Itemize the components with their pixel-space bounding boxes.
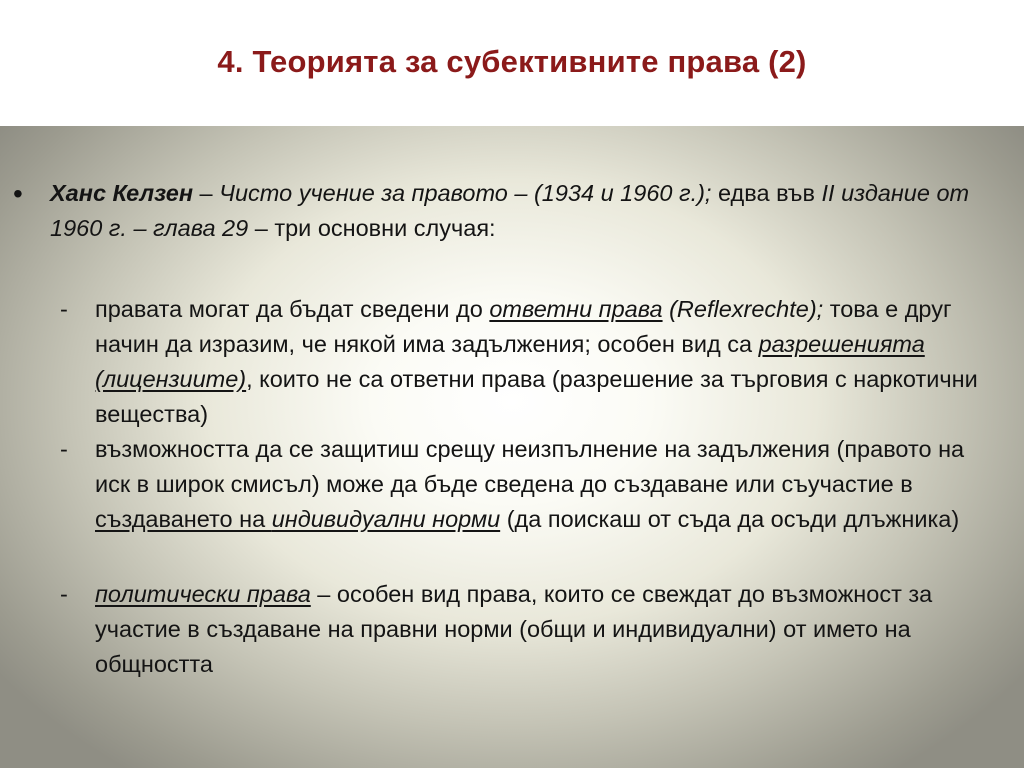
norm-creation-underlined [95, 506, 500, 532]
work-title: Чисто учение за правото – (1934 и 1960 г.); [219, 180, 712, 206]
reflexrechte-term: (Reflexrechte); [669, 296, 824, 322]
dash-marker: - [60, 581, 68, 607]
slide-title: 4. Теорията за субективните права (2) [217, 44, 807, 79]
edition-reference: II издание от 1960 г. – глава 29 [50, 180, 970, 241]
dash-marker: - [60, 436, 68, 462]
sub-item-text-part: , които не са ответни права (разрешение за търговия с наркотични вещества) [95, 366, 978, 427]
sub-item-text-part: – особен вид права, които се свеждат до възможност за участие в създаване на правни норми (общи и индивидуални) от името на общността [95, 581, 933, 677]
content-area [0, 126, 1024, 768]
norm-creation-term: създаването на [95, 506, 272, 532]
sub-item-text-part: това е друг начин да изразим, че някой има задължения; особен вид са [95, 296, 952, 357]
sub-item-text [95, 577, 995, 682]
political-rights-term: политически права [95, 581, 311, 607]
sub-item-text [95, 432, 995, 537]
reflex-rights-term: ответни права [489, 296, 663, 322]
author-name: Ханс Келзен [50, 180, 194, 206]
bullet-tail-text: – три основни случая: [248, 215, 496, 241]
sub-item-text-part: (да поискаш от съда да осъди длъжника) [500, 506, 960, 532]
dash-marker: - [60, 296, 68, 322]
bullet-middle-text: едва във [711, 180, 822, 206]
individual-norms-term: индивидуални норми [271, 506, 501, 532]
sub-item-text [95, 292, 995, 432]
title-area [0, 0, 1024, 126]
permits-term: разрешенията (лицензиите) [95, 331, 925, 392]
bullet-text [50, 176, 990, 246]
bullet-separator: – [193, 180, 220, 206]
bullet-icon: • [13, 178, 23, 209]
sub-item-text-part: възможността да се защитиш срещу неизпълнение на задължения (правото на иск в широк смисъл) може да бъде сведена до създаване или съучастие в [95, 436, 965, 497]
sub-item-text-part: правата могат да бъдат сведени до [95, 296, 490, 322]
